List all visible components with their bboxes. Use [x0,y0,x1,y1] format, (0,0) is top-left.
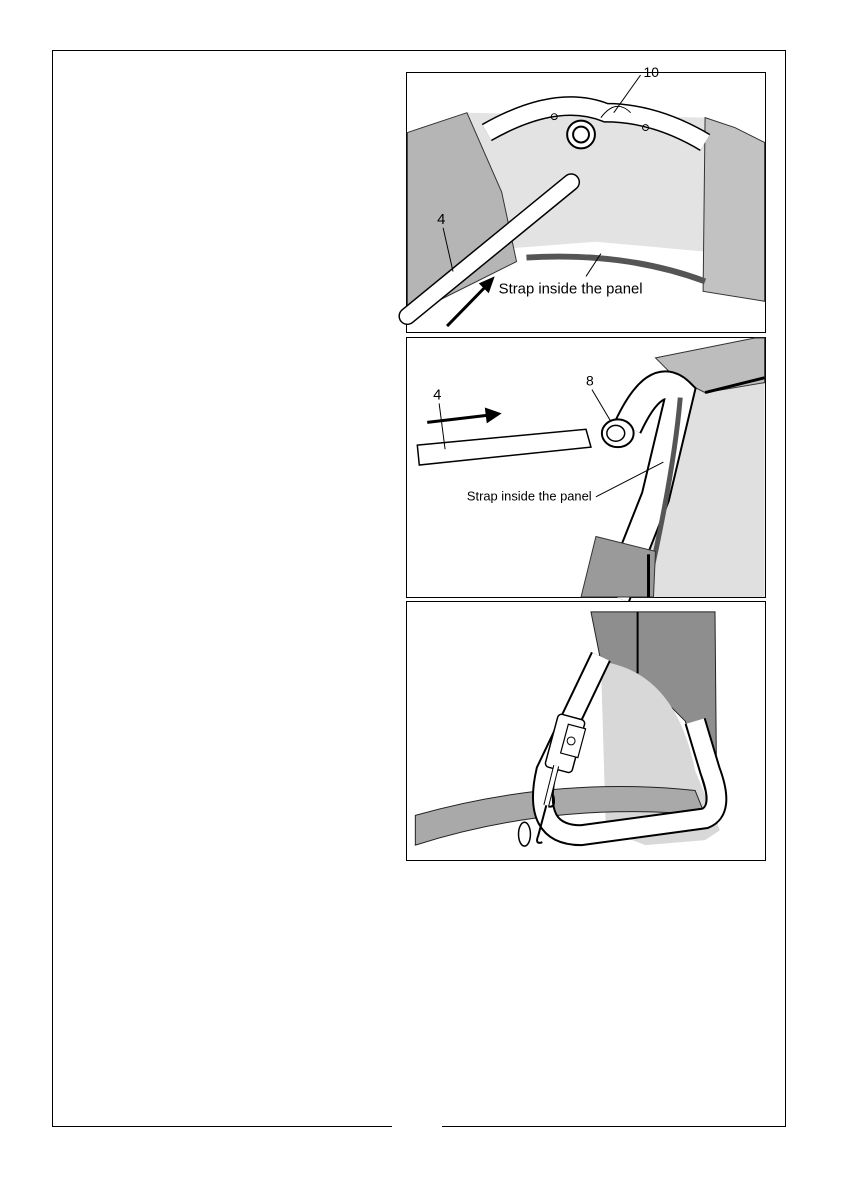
arrow-head-icon [485,407,502,423]
strap-label: Strap inside the panel [498,281,643,298]
figure-1-frame-join [406,63,766,333]
part-number-8: 8 [586,372,594,389]
figure-2-tube-insert [406,337,766,598]
strap [526,257,705,282]
figure-1-illustration [407,63,765,332]
connector-8-opening [607,425,625,441]
figure-3-ratchet-strap [406,601,766,861]
part-number-top: 10 [643,63,659,80]
figure-2-illustration [407,338,765,597]
part-number-4: 4 [433,387,442,404]
right-panel [703,118,765,302]
part-number-4: 4 [437,211,446,228]
tube-end [519,822,531,846]
ratchet-spindle [567,737,575,745]
strap-label: Strap inside the panel [466,488,592,504]
figure-3-illustration [407,602,765,860]
arrow-shaft [427,415,487,422]
leader-line-8 [592,390,611,422]
connector-inner [573,127,589,143]
page-number-gap [392,1120,442,1134]
